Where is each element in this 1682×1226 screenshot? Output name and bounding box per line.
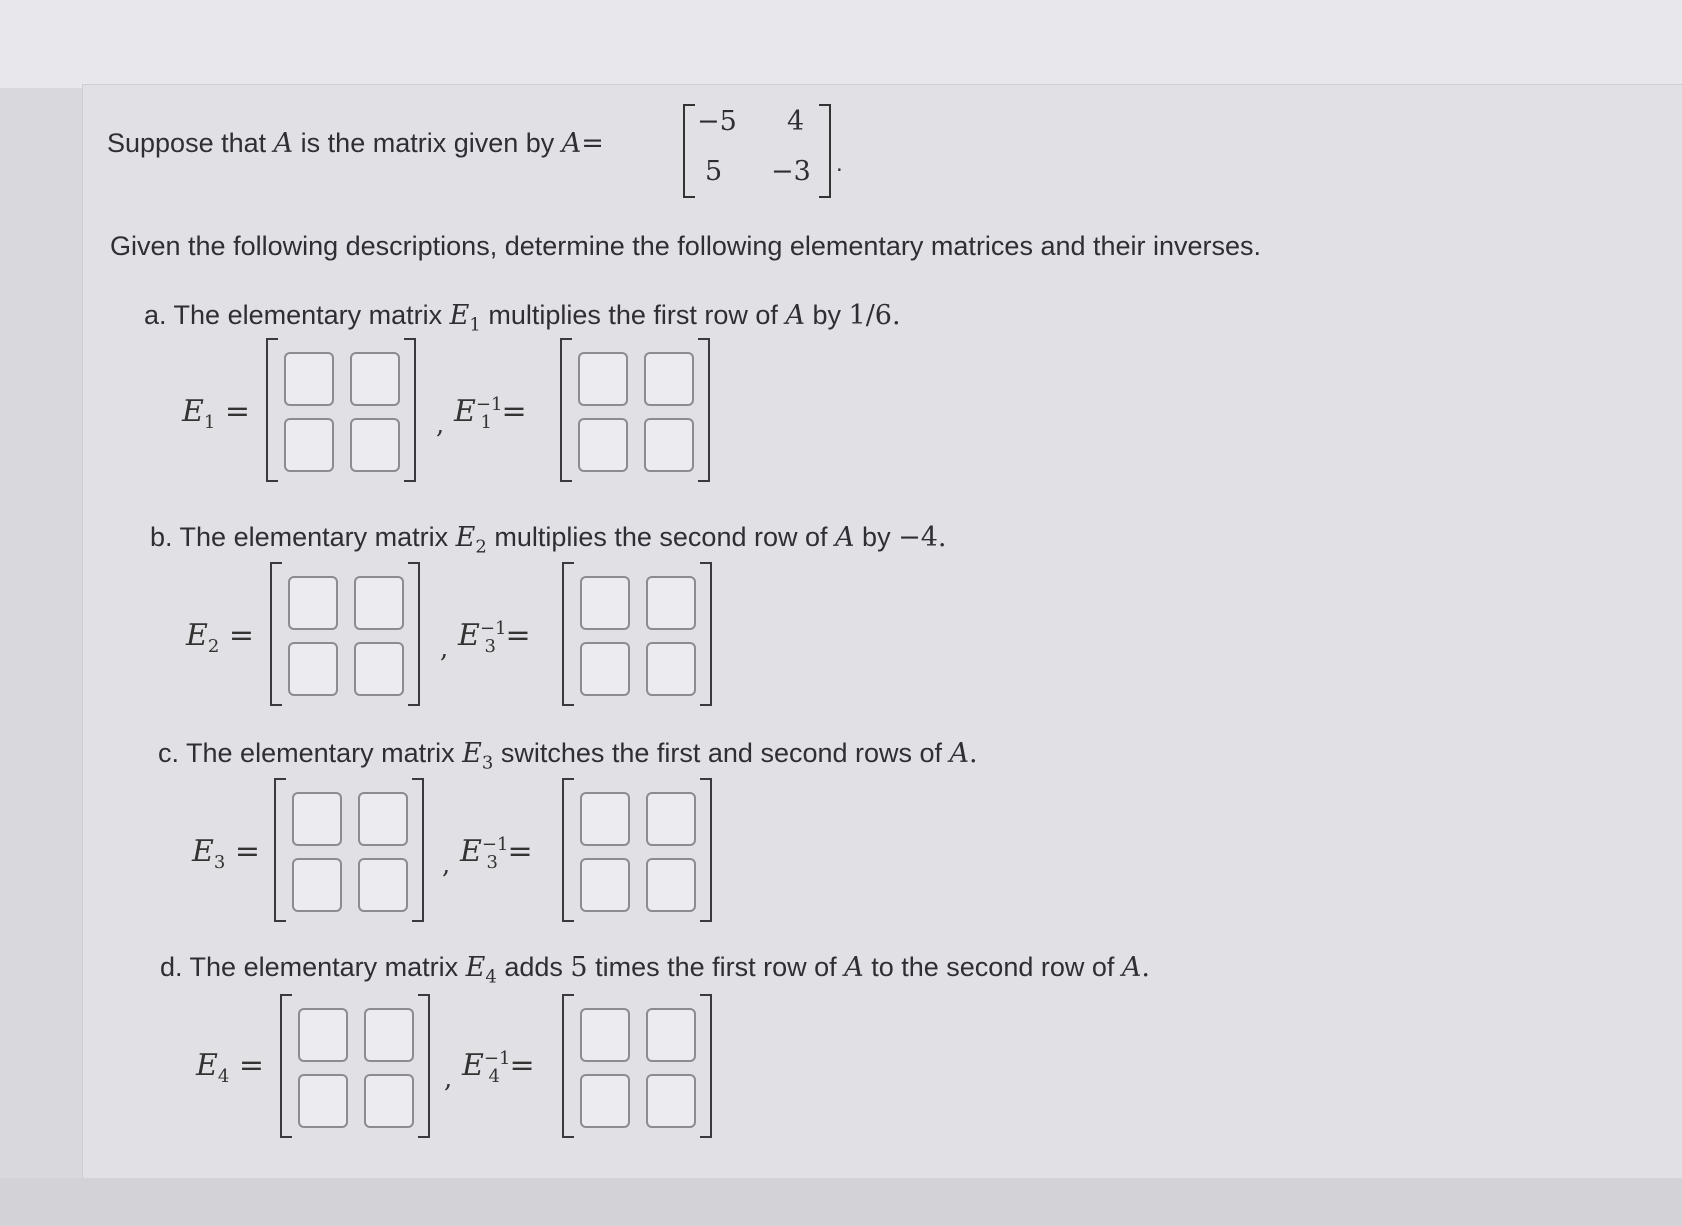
e4-inverse-matrix xyxy=(562,994,712,1138)
e2-label: $E_2$ = xyxy=(186,618,255,657)
part-d-answer-row xyxy=(0,994,760,1144)
matrix-a-cell: 4 xyxy=(787,106,805,137)
e3-inverse-entry-r2c1[interactable] xyxy=(580,858,630,912)
comma: , xyxy=(436,410,445,440)
part-c-answer-row xyxy=(0,778,760,928)
intro-period: . xyxy=(836,150,843,177)
e1-inverse-entry-r2c2[interactable] xyxy=(644,418,694,472)
e2-left-bracket xyxy=(270,562,282,706)
part-d-description: d. The elementary matrix $E_4$ adds 5 times the first row of A to the second row of A. xyxy=(160,952,1150,988)
e1-label: $E_1$ = xyxy=(182,394,251,433)
e4-inverse-entry-r1c2[interactable] xyxy=(646,1008,696,1062)
e4-right-bracket xyxy=(418,994,430,1138)
e1-entry-r2c1[interactable] xyxy=(284,418,334,472)
e1-inverse-entry-r1c1[interactable] xyxy=(578,352,628,406)
matrix-a xyxy=(683,104,831,196)
e2-inverse-entry-r1c1[interactable] xyxy=(580,576,630,630)
matrix-a-cell: −5 xyxy=(697,106,737,137)
e3-entry-r2c1[interactable] xyxy=(292,858,342,912)
e4-matrix xyxy=(280,994,430,1138)
e2-entry-r1c2[interactable] xyxy=(354,576,404,630)
matrix-a-left-bracket xyxy=(683,104,695,198)
e2-inverse-entry-r2c2[interactable] xyxy=(646,642,696,696)
e4-entry-r2c2[interactable] xyxy=(364,1074,414,1128)
e1-entry-r1c2[interactable] xyxy=(350,352,400,406)
e1-inverse-entry-r2c1[interactable] xyxy=(578,418,628,472)
e2-inverse-matrix xyxy=(562,562,712,706)
e4-label: $E_4$ = xyxy=(196,1048,265,1087)
e2-inverse-right-bracket xyxy=(700,562,712,706)
top-strip xyxy=(0,0,1682,88)
e4-inverse-label: $E^{-1}_4$ = xyxy=(462,1048,535,1087)
e1-inverse-right-bracket xyxy=(698,338,710,482)
part-a-description: a. The elementary matrix $E_1$ multiplies the first row of A by 1/6. xyxy=(144,300,901,336)
e1-entry-r1c1[interactable] xyxy=(284,352,334,406)
e1-right-bracket xyxy=(404,338,416,482)
e2-inverse-label: $E^{-1}_3$ = xyxy=(458,618,531,657)
e1-inverse-left-bracket xyxy=(560,338,572,482)
comma: , xyxy=(442,850,451,880)
matrix-a-right-bracket xyxy=(819,104,831,198)
e2-inverse-entry-r1c2[interactable] xyxy=(646,576,696,630)
e3-inverse-left-bracket xyxy=(562,778,574,922)
e3-inverse-entry-r2c2[interactable] xyxy=(646,858,696,912)
part-b-answer-row xyxy=(0,562,760,712)
e3-entry-r1c1[interactable] xyxy=(292,792,342,846)
e4-entry-r1c2[interactable] xyxy=(364,1008,414,1062)
matrix-a-cell: −3 xyxy=(771,156,811,187)
e4-entry-r1c1[interactable] xyxy=(298,1008,348,1062)
e4-inverse-entry-r2c1[interactable] xyxy=(580,1074,630,1128)
matrix-a-cell: 5 xyxy=(705,156,723,187)
e3-matrix xyxy=(274,778,424,922)
e2-entry-r2c2[interactable] xyxy=(354,642,404,696)
part-c-description: c. The elementary matrix $E_3$ switches the first and second rows of A. xyxy=(158,738,978,774)
e2-right-bracket xyxy=(408,562,420,706)
e1-entry-r2c2[interactable] xyxy=(350,418,400,472)
part-b-description: b. The elementary matrix $E_2$ multiplies the second row of A by −4. xyxy=(150,522,947,558)
e3-entry-r2c2[interactable] xyxy=(358,858,408,912)
e3-inverse-matrix xyxy=(562,778,712,922)
e2-matrix xyxy=(270,562,420,706)
e4-inverse-entry-r1c1[interactable] xyxy=(580,1008,630,1062)
e3-inverse-right-bracket xyxy=(700,778,712,922)
e1-inverse-entry-r1c2[interactable] xyxy=(644,352,694,406)
comma: , xyxy=(444,1064,453,1094)
intro-text: Suppose that A is the matrix given by A= xyxy=(107,128,604,159)
bottom-separator xyxy=(0,1178,1682,1226)
e3-label: $E_3$ = xyxy=(192,834,261,873)
e3-inverse-label: $E^{-1}_3$ = xyxy=(460,834,533,873)
e1-inverse-matrix xyxy=(560,338,710,482)
e3-inverse-entry-r1c1[interactable] xyxy=(580,792,630,846)
instructions-text: Given the following descriptions, determine the following elementary matrices and their inverses. xyxy=(110,231,1262,261)
e4-left-bracket xyxy=(280,994,292,1138)
e4-entry-r2c1[interactable] xyxy=(298,1074,348,1128)
e4-inverse-entry-r2c2[interactable] xyxy=(646,1074,696,1128)
e2-entry-r1c1[interactable] xyxy=(288,576,338,630)
e3-left-bracket xyxy=(274,778,286,922)
e1-left-bracket xyxy=(266,338,278,482)
e4-inverse-right-bracket xyxy=(700,994,712,1138)
e2-entry-r2c1[interactable] xyxy=(288,642,338,696)
part-a-answer-row xyxy=(0,338,760,488)
comma: , xyxy=(440,634,449,664)
e4-inverse-left-bracket xyxy=(562,994,574,1138)
e1-matrix xyxy=(266,338,416,482)
e1-inverse-label: $E^{-1}_1$ = xyxy=(454,394,527,433)
e3-entry-r1c2[interactable] xyxy=(358,792,408,846)
e3-inverse-entry-r1c2[interactable] xyxy=(646,792,696,846)
e2-inverse-entry-r2c1[interactable] xyxy=(580,642,630,696)
e2-inverse-left-bracket xyxy=(562,562,574,706)
e3-right-bracket xyxy=(412,778,424,922)
